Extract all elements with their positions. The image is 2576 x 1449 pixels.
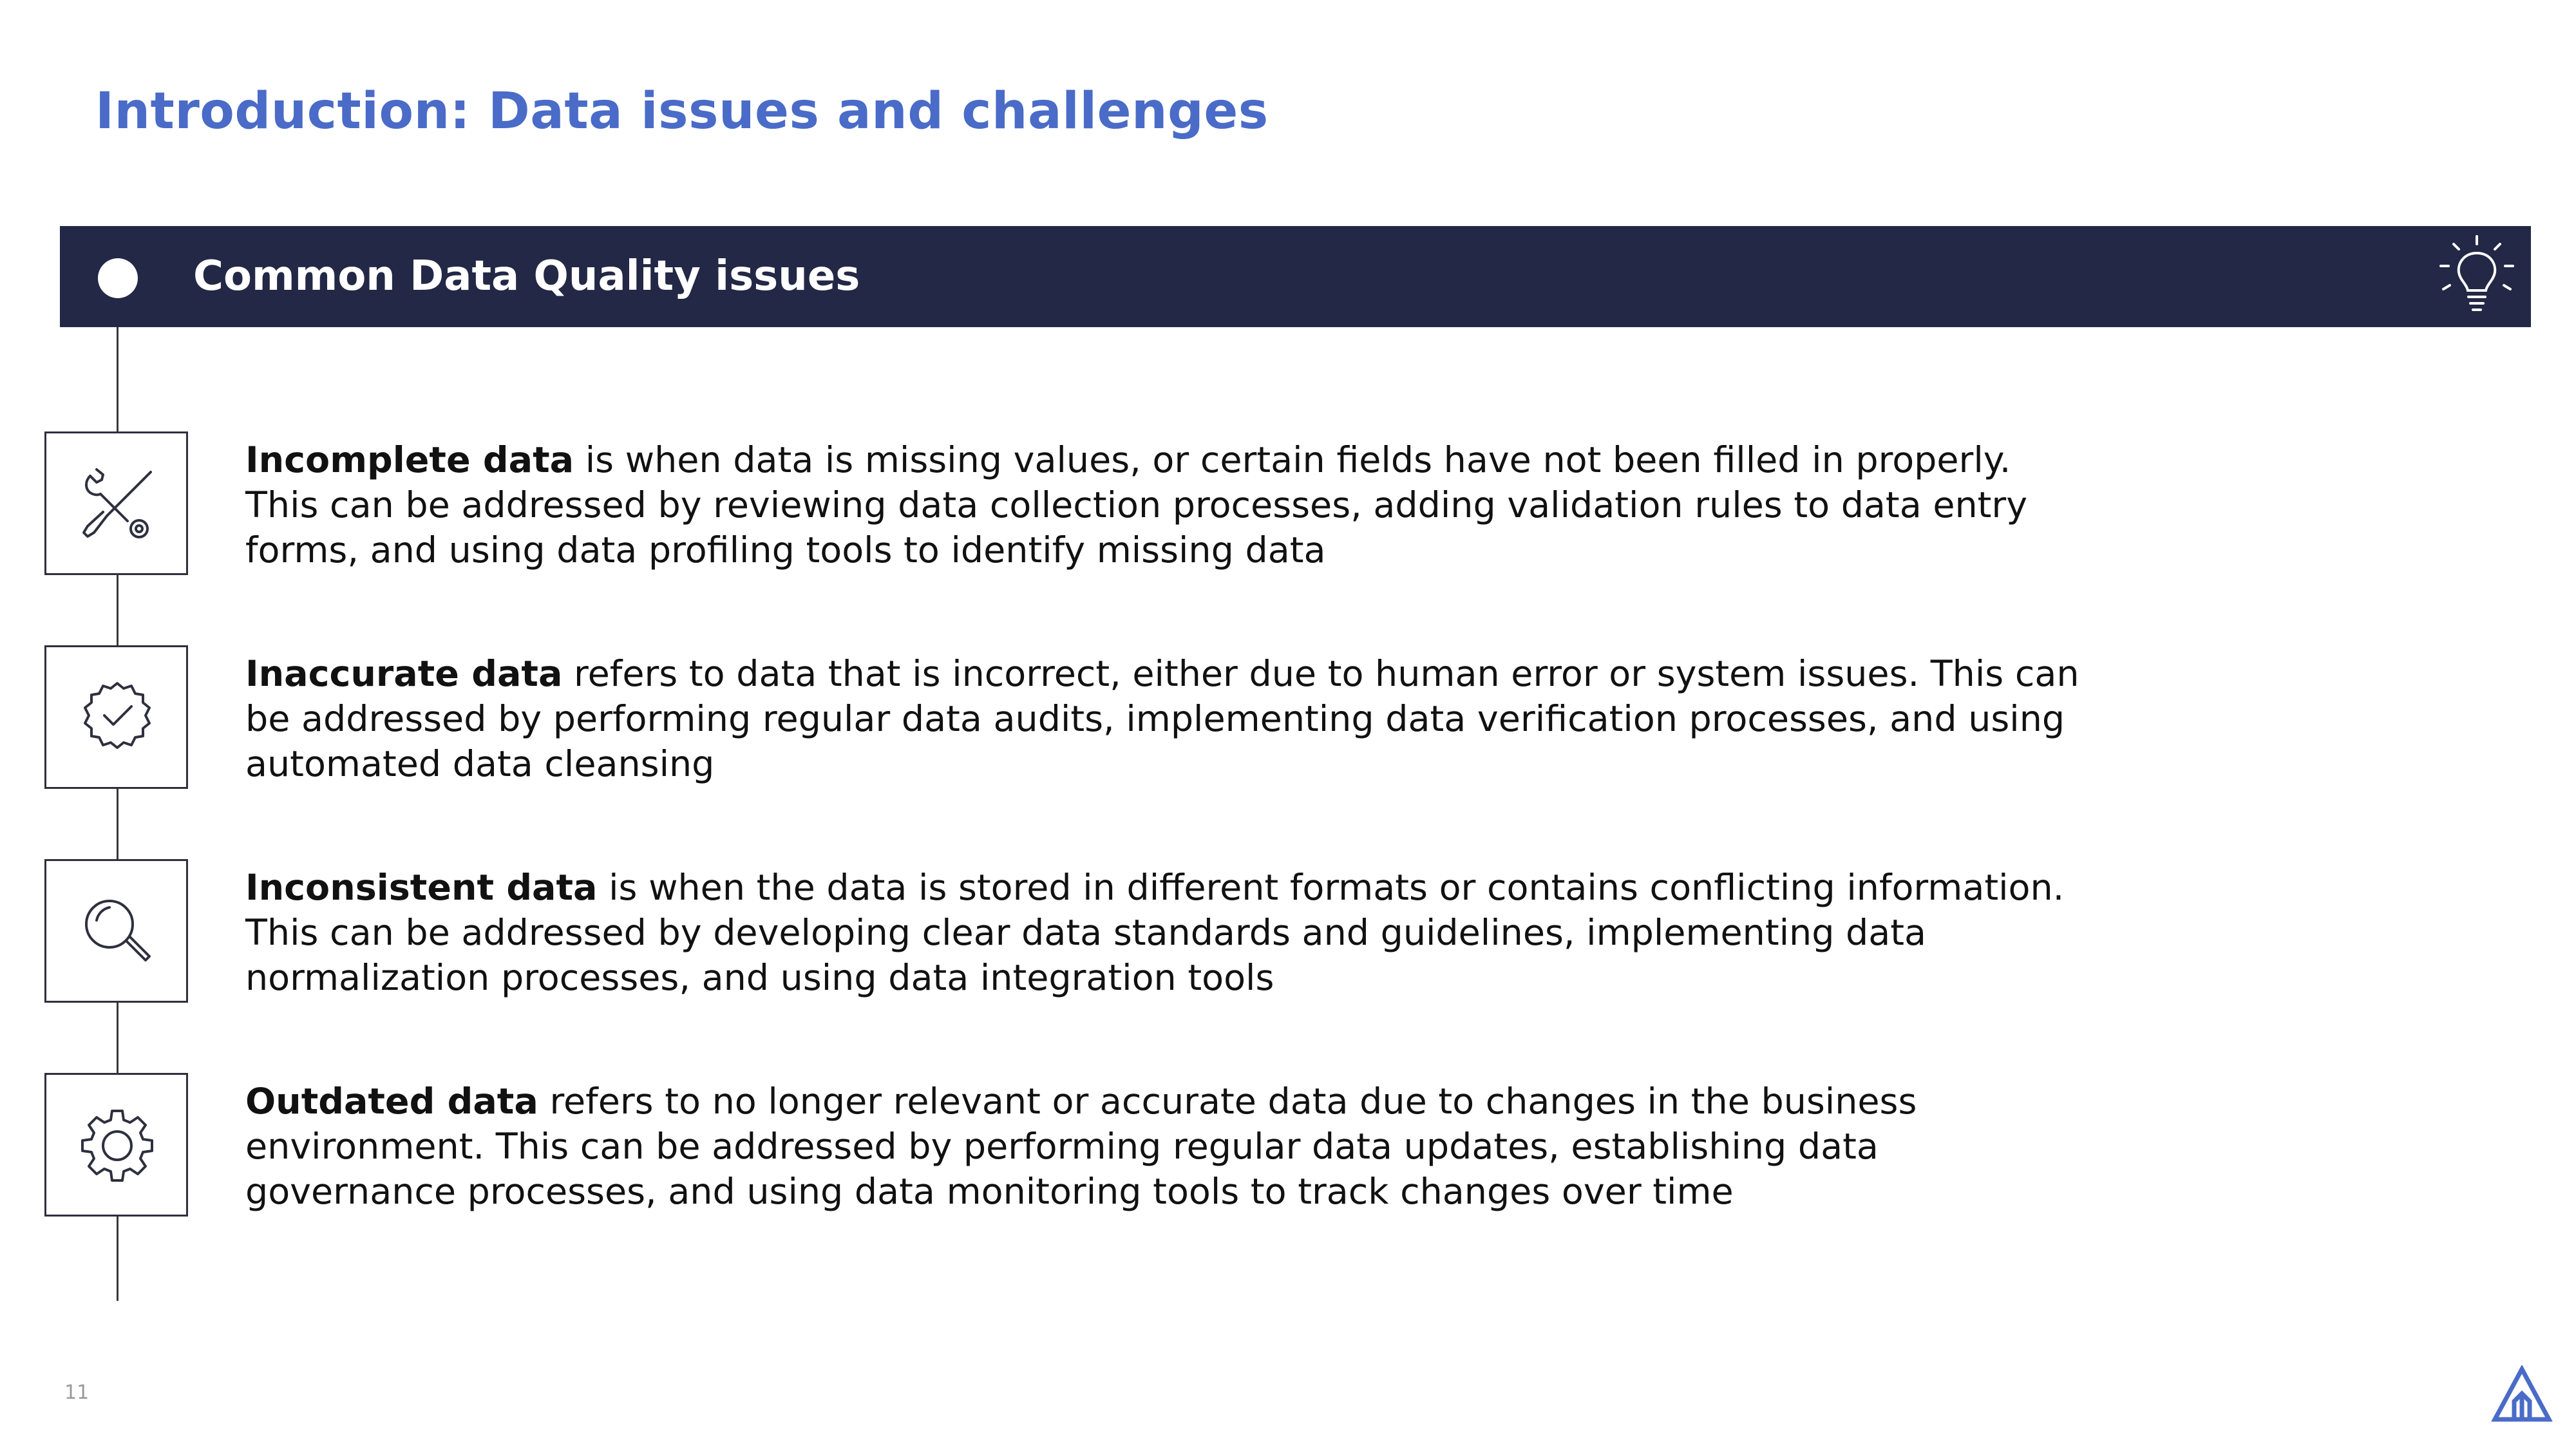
issue-description <box>245 652 2087 787</box>
issue-description <box>245 438 2087 573</box>
issue-icon-box <box>44 1073 188 1217</box>
lightbulb-icon <box>2438 235 2515 319</box>
issue-detail: is when the data is stored in different formats or contains conflicting information. This can be addressed by developing clear data standards and guidelines, implementing data normalization processes, and using data integration tools <box>245 867 2065 999</box>
issue-term: Inaccurate data <box>245 653 563 695</box>
magnifier-icon <box>79 893 156 971</box>
issue-term: Outdated data <box>245 1081 538 1122</box>
issue-icon-box <box>44 645 188 789</box>
gear-icon <box>79 1107 156 1184</box>
issue-icon-box <box>44 431 188 575</box>
issue-detail: refers to data that is incorrect, either due to human error or system issues. This can be addressed by performing regular data audits, implementing data verification processes, and using automated data cleansing <box>245 653 2079 785</box>
issue-detail: is when data is missing values, or certain fields have not been filled in properly. This can be addressed by reviewing data collection processes, adding validation rules to data entry forms, and using data profiling tools to identify missing data <box>245 439 2028 571</box>
issue-term: Incomplete data <box>245 439 574 481</box>
issue-description <box>245 866 2087 1001</box>
page-number: 11 <box>64 1381 90 1404</box>
tools-icon <box>79 466 156 543</box>
issue-term: Inconsistent data <box>245 867 598 909</box>
company-logo <box>2491 1365 2553 1423</box>
issue-icon-box <box>44 859 188 1003</box>
issue-detail: refers to no longer relevant or accurate data due to changes in the business environment. This can be addressed by performing regular data updates, establishing data governance processes, and using data monitoring tools to track changes over time <box>245 1081 1917 1213</box>
slide-title: Introduction: Data issues and challenges <box>95 82 1269 140</box>
badge-check-icon <box>79 679 156 757</box>
issue-description <box>245 1079 2087 1215</box>
banner-bullet <box>98 258 138 298</box>
banner-label: Common Data Quality issues <box>193 252 860 300</box>
